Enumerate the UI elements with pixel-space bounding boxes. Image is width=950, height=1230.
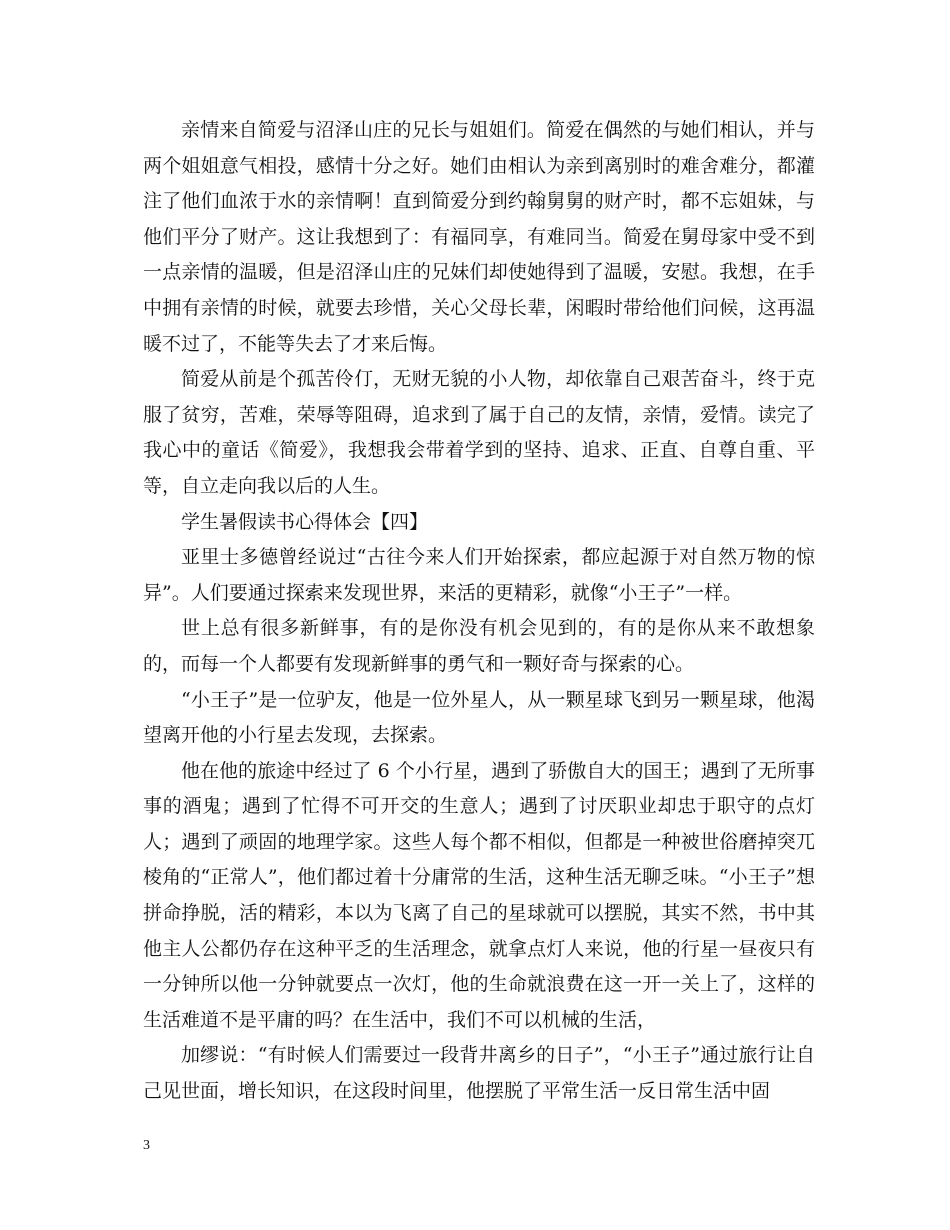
paragraph: 加缪说：“有时候人们需要过一段背井离乡的日子”，“小王子”通过旅行让自己见世面，增长知识，在这段时间里，他摆脱了平常生活一反日常生活中固 — [143, 1044, 815, 1103]
paragraph: 简爱从前是个孤苦伶仃，无财无貌的小人物，却依靠自己艰苦奋斗，终于克服了贫穷，苦难，荣辱等阻碍，追求到了属于自己的友情，亲情，爱情。读完了我心中的童话《简爱》，我想我会带着学到的坚持、追求、正直、自尊自重、平等，自立走向我以后的人生。 — [143, 368, 815, 497]
paragraph: 世上总有很多新鲜事，有的是你没有机会见到的，有的是你从来不敢想象的，而每一个人都要有发现新鲜事的勇气和一颗好奇与探索的心。 — [143, 617, 815, 675]
page-number: 3 — [143, 1138, 150, 1153]
paragraph: 他在他的旅途中经过了 6 个小行星，遇到了骄傲自大的国王；遇到了无所事事的酒鬼；遇到了忙得不可开交的生意人；遇到了讨厌职业却忠于职守的点灯人；遇到了顽固的地理学家。这些人每个都不相似，但都是一种被世俗磨掉突兀棱角的“正常人”，他们都过着十分庸常的生活，这种生活无聊乏味。“小王子”想拼命挣脱，活的精彩，本以为飞离了自己的星球就可以摆脱，其实不然，书中其他主人公都仍存在这种平乏的生活理念，就拿点灯人来说，他的行星一昼夜只有一分钟所以他一分钟就要点一次灯，他的生命就浪费在这一开一关上了，这样的生活难道不是平庸的吗？在生活中，我们不可以机械的生活， — [143, 759, 815, 1031]
paragraph: “小王子”是一位驴友，他是一位外星人，从一颗星球飞到另一颗星球，他渴望离开他的小行星去发现，去探索。 — [143, 688, 815, 747]
section-heading: 学生暑假读书心得体会【四】 — [181, 510, 429, 533]
document-body — [143, 113, 815, 1110]
paragraph: 亲情来自简爱与沼泽山庄的兄长与姐姐们。简爱在偶然的与她们相认，并与两个姐姐意气相投，感情十分之好。她们由相认为亲到离别时的难舍难分，都灌注了他们血浓于水的亲情啊！直到简爱分到约翰舅舅的财产时，都不忘姐妹，与他们平分了财产。这让我想到了：有福同享，有难同当。简爱在舅母家中受不到一点亲情的温暖，但是沼泽山庄的兄妹们却使她得到了温暖，安慰。我想，在手中拥有亲情的时候，就要去珍惜，关心父母长辈，闲暇时带给他们问候，这再温暖不过了，不能等失去了才来后悔。 — [143, 119, 815, 355]
paragraph: 亚里士多德曾经说过“古往今来人们开始探索，都应起源于对自然万物的惊异”。人们要通过探索来发现世界，来活的更精彩，就像“小王子”一样。 — [143, 546, 815, 604]
